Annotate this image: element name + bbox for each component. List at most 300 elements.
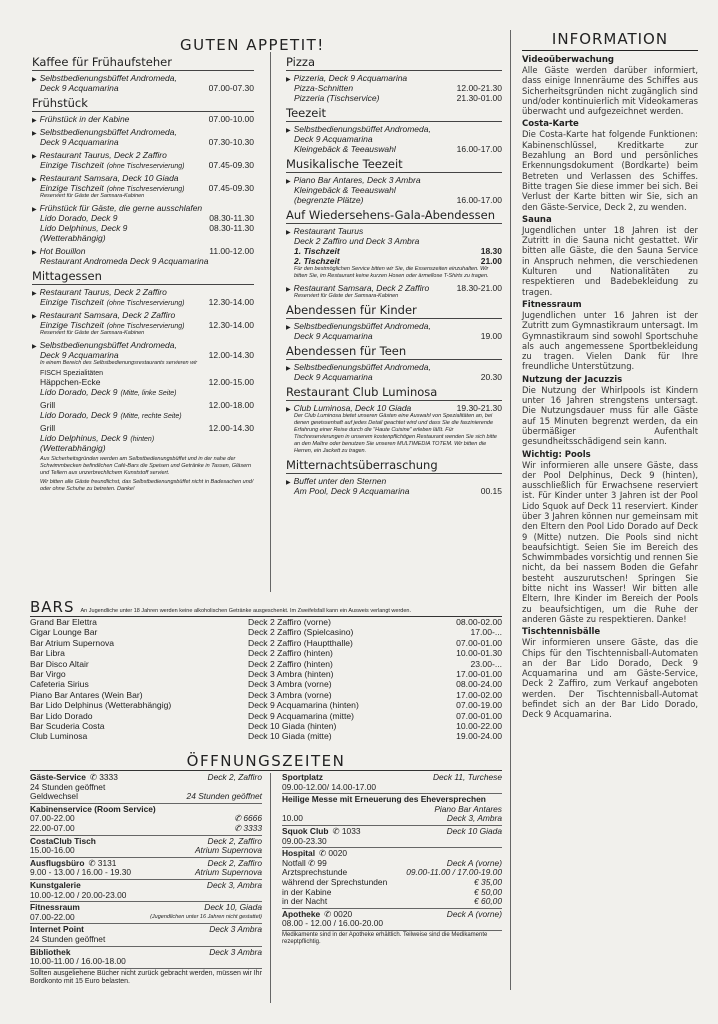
fisch-note: (Mitte, rechte Seite): [120, 413, 182, 420]
entry-note: In einem Bereich des Selbstbedienungsrestaurants servieren wir: [40, 360, 198, 366]
label-text: Einzige Tischzeit: [40, 320, 104, 330]
info-heading: Costa-Karte: [522, 119, 579, 130]
menu-entry: [32, 310, 254, 337]
opening-line-left: in der Kabine: [282, 886, 332, 897]
label-text: 2. Tischzeit: [294, 256, 340, 266]
bar-location: Deck 2 Zaffiro (hinten): [248, 648, 333, 659]
opening-item: [282, 910, 502, 929]
opening-line-left: 24 Stunden geöffnet: [30, 781, 106, 792]
opening-hours-right: [282, 773, 502, 947]
fisch-time: 12.00-15.00: [208, 377, 254, 387]
fisch-row: [32, 400, 254, 410]
label-note: (ohne Tischreservierung): [106, 323, 185, 330]
menu-entry: [286, 73, 502, 103]
time-value: 12.30-14.00: [208, 320, 254, 330]
menu-entry: [286, 476, 502, 496]
opening-hours-divider: [270, 773, 271, 1003]
time-label: [40, 233, 106, 243]
time-row: [32, 233, 254, 243]
opening-line: [282, 897, 502, 907]
time-label: [40, 83, 119, 93]
opening-location: Deck 3 Ambra: [209, 946, 262, 957]
time-label: [40, 160, 184, 170]
time-label: [294, 144, 396, 154]
time-row: [32, 137, 254, 147]
time-label: [40, 223, 127, 233]
bar-location: Deck 2 Zaffiro (Spielcasino): [248, 627, 354, 638]
opening-name: Gäste-Service: [30, 772, 86, 782]
bar-name: Club Luminosa: [30, 731, 88, 742]
bar-hours: 08.00-24.00: [456, 679, 502, 690]
opening-line: [30, 891, 262, 901]
time-label: [40, 350, 119, 360]
opening-line-right: Piano Bar Antares: [434, 803, 502, 814]
section-title: Pizza: [286, 55, 502, 71]
opening-line-left: Notfall ✆ 99: [282, 857, 327, 868]
opening-line-right: € 35,00: [474, 876, 502, 887]
venue-name: ▶ Selbstbedienungsbüffet Andromeda,: [32, 127, 254, 137]
opening-line-right: Atrium Supernova: [194, 867, 262, 878]
time-row: [32, 223, 254, 233]
opening-name: Ausflugsbüro: [30, 857, 85, 868]
time-value: 12.30-14.00: [208, 297, 254, 307]
menu-entry: [32, 203, 254, 243]
fisch-time: 12.00-14.30: [208, 423, 254, 433]
bar-location: Deck 10 Giada (mitte): [248, 731, 332, 742]
fisch-extra: (Wetterabhängig): [40, 443, 106, 453]
time-value: 12.00-21.30: [456, 83, 502, 93]
info-paragraph: Die Nutzung der Whirlpools ist Kindern unter 16 Jahren strengstens untersagt. Die Nutzungsdauer muss für alle Gäste auf 15 Minuten begrenzt werden, da ein übermäßiger Aufenthalt gesundheitsschädigend sein kann.: [522, 384, 698, 447]
time-value: 21.30-01.00: [456, 93, 502, 103]
opening-item: [30, 837, 262, 856]
opening-line-left: in der Nacht: [282, 896, 328, 907]
fisch-place: Lido Dorado, Deck 9: [40, 410, 118, 420]
fisch-label: Häppchen-Ecke: [40, 377, 101, 387]
time-row: [286, 246, 502, 256]
section-title: Frühstück: [32, 96, 254, 112]
opening-location: Deck 11, Turchese: [432, 772, 502, 782]
safety-note: Aus Sicherheitsgründen werden am Selbstbedienungsbüffet und in der nahe der Schwimmbecken befindlichen Café-Bars die Speisen und Getränke in Tassen, Gläsern und Tellern aus unzerbrechlichem Kunststoff serviert.: [40, 456, 252, 476]
info-heading: Videoüberwachung: [522, 55, 614, 65]
opening-hours-left: [30, 773, 262, 987]
menu-entry: [32, 73, 254, 93]
opening-item: [30, 881, 262, 900]
time-label: [40, 213, 118, 223]
bar-location: Deck 10 Giada (hinten): [248, 721, 337, 732]
time-row: [32, 320, 254, 330]
bar-name: Cafeteria Sirius: [30, 679, 89, 690]
opening-item: [30, 948, 262, 967]
bar-hours: 07.00-01.00: [456, 637, 502, 648]
bar-hours: 17.00-02.00: [456, 689, 502, 700]
opening-line-left: 07.00-22.00: [30, 813, 75, 824]
bar-hours: 07.00-01.00: [456, 710, 502, 721]
opening-line: [30, 868, 262, 878]
menu-entry: [286, 226, 502, 280]
fisch-place: Lido Delphinus, Deck 9: [40, 433, 128, 443]
fisch-note: (hinten): [130, 436, 155, 443]
entry-note: Reserviert für Gäste der Samsara-Kabinen: [40, 330, 145, 336]
menu-entry: [32, 150, 254, 170]
bar-name: Bar Disco Altair: [30, 658, 89, 669]
info-divider: [510, 30, 511, 990]
opening-line-left: 09.00-23.30: [282, 835, 327, 846]
bar-row: [30, 659, 502, 669]
time-row: [32, 297, 254, 307]
time-label: [294, 83, 353, 93]
time-value: 07.00-07.30: [208, 83, 254, 93]
time-label: [294, 246, 340, 256]
venue-name: ▶ Restaurant Taurus, Deck 2 Zaffiro: [32, 287, 254, 297]
venue-name: ▶ Selbstbedienungsbüffet Andromeda,: [32, 340, 254, 350]
opening-name: Bibliothek: [30, 946, 71, 957]
venue-name: ▶ Restaurant Samsara, Deck 2 Zaffiro: [32, 310, 254, 320]
opening-item: [30, 903, 262, 922]
venue-row: [286, 403, 502, 413]
opening-name: Internet Point: [30, 924, 84, 935]
label-text: Lido Dorado, Deck 9: [40, 213, 118, 223]
label-text: Deck 2 Zaffiro und Deck 3 Ambra: [294, 236, 420, 246]
bar-row: [30, 638, 502, 648]
venue-name: ▶ Restaurant Samsara, Deck 2 Zaffiro: [286, 283, 429, 293]
opening-location: Deck 3 Ambra: [209, 924, 262, 935]
info-heading: Nutzung der Jacuzzis: [522, 374, 623, 385]
venue-name: ▶ Restaurant Taurus: [286, 226, 502, 236]
time-row: [286, 372, 502, 382]
opening-location: Deck 2, Zaffiro: [207, 835, 262, 846]
time-row: [286, 93, 502, 103]
opening-line-right: ✆ 6666: [234, 813, 262, 824]
label-text: Einzige Tischzeit: [40, 183, 104, 193]
bar-row: [30, 700, 502, 710]
opening-line: [30, 846, 262, 856]
venue-row: [32, 246, 254, 256]
opening-name: Sportplatz: [282, 772, 323, 782]
phone-number: ✆ 0020: [324, 908, 353, 919]
opening-location: Deck 2, Zaffiro: [207, 857, 262, 868]
main-title: GUTEN APPETIT!: [180, 36, 325, 54]
time-row: [32, 256, 254, 266]
menu-entry: [32, 246, 254, 266]
opening-line: [282, 783, 502, 793]
opening-line: [282, 919, 502, 929]
menu-entry: [32, 340, 254, 367]
menu-entry: [286, 362, 502, 382]
fisch-sub: [32, 433, 254, 443]
information-column: [522, 30, 698, 720]
opening-line-left: 09.00-12.00/ 14.00-17.00: [282, 781, 377, 792]
venue-name: ▶ Buffet unter den Sternen: [286, 476, 502, 486]
separator: [282, 930, 502, 931]
time-row: [286, 236, 502, 246]
opening-line-right: Deck A (vorne): [446, 857, 502, 868]
opening-item: [282, 849, 502, 907]
bar-name: Cigar Lounge Bar: [30, 627, 98, 638]
fisch-entry: [32, 423, 254, 453]
section-title: Abendessen für Teen: [286, 344, 502, 360]
time-row: [32, 160, 254, 170]
label-text: Kleingebäck & Teeauswahl: [294, 185, 396, 195]
phone-number: ✆ 1033: [332, 825, 361, 836]
bar-location: Deck 2 Zaffiro (vorne): [248, 617, 331, 627]
venue-time: 18.30-21.00: [456, 283, 502, 293]
bar-row: [30, 617, 502, 627]
label-note: (ohne Tischreservierung): [106, 300, 185, 307]
dress-note: Wir bitten alle Gäste freundlichst, das Selbstbedienungsbüffet nicht in Badesachen und/ oder ohne Schuhe zu betreten. Danke!: [40, 479, 254, 492]
info-paragraph: Die Costa-Karte hat folgende Funktionen: Kabinenschlüssel, Kreditkarte zur Bezahlung an Bord und persönliches Erkennungsdokument (Bordkarte) beim Betreten und Verlassen des Schiffes. Bitte tragen Sie diese immer bei sich. Bei Verlust der Karte bitten wir Sie, sich an den Gäste-Service, Deck 2, zu wenden.: [522, 129, 698, 212]
time-row: [286, 83, 502, 93]
info-paragraph: Alle Gäste werden darüber informiert, dass einige Innenräume des Schiffes aus Sicherheitsgründen nicht zugänglich sind und/oder kontinuierlich mit Videokameras überwacht und aufgezeichnet werden.: [522, 65, 698, 117]
time-value: 16.00-17.00: [456, 144, 502, 154]
bar-hours: 10.00-22.00: [456, 721, 502, 732]
venue-name: ▶ Selbstbedienungsbüffet Andromeda,: [286, 124, 502, 134]
time-label: [294, 93, 379, 103]
fisch-place: Lido Dorado, Deck 9: [40, 387, 118, 397]
bar-name: Bar Lido Delphinus (Wetterabhängig): [30, 700, 172, 711]
info-paragraph: Wir informieren alle unsere Gäste, dass der Pool Delphinus, Deck 9 (hinten), ausschließlich für Erwachsene reserviert ist. Für Kinder unter 3 Jahren ist der Pool Lido Squok auf Deck 11 reserviert. Kinder über 3 Jahren können nur gemeinsam mit den Eltern den Pool Lido Dorado auf Deck 9 (Mitte) nutzen. Die Pools sind nicht beaufsichtigt. Seien Sie im Bereich des Schwimmbades vorsichtig und rennen Sie nicht, da bei nassem Boden die Gefahr besteht auszurutschen! Springen Sie bitte nicht ins Wasser! Wir bitten alle Eltern, Ihre Kinder im Bereich der Pools zu beaufsichtigen, um die Ruhe der anderen Gäste zu respektieren. Danke!: [522, 459, 698, 624]
opening-name: Heilige Messe mit Erneuerung des Eheversprechen: [282, 794, 486, 805]
fisch-label: Grill: [40, 400, 56, 410]
opening-line-right: € 50,00: [474, 886, 502, 897]
opening-item: [30, 805, 262, 834]
menu-entry: [286, 403, 502, 455]
section-title: Mittagessen: [32, 269, 254, 285]
venue-name: ▶ Frühstück für Gäste, die gerne ausschlafen: [32, 203, 254, 213]
time-value: 07.30-10.30: [208, 137, 254, 147]
bars-section: [30, 598, 502, 742]
time-row: [32, 183, 254, 193]
phone-number: ✆ 0020: [319, 848, 348, 859]
time-row: [286, 486, 502, 496]
bar-row: [30, 648, 502, 658]
label-text: Am Pool, Deck 9 Acquamarina: [294, 486, 410, 496]
opening-name: Squok Club: [282, 825, 329, 836]
time-row: [286, 256, 502, 266]
entry-note: Der Club Luminosa bietet unseren Gästen eine Auswahl von Spezialitäten an, bei denen gewissenhaft auf jedes Detail geachtet wird und dass Sie die faszinierende Erfahrung einer Reise durch die "Haute Cuisine" erleben läßt. Für Tischreservierungen in unserem kostenpflichtigen Restaurant wenden Sie sich bitte an den Maître oder benutzen Sie unseren MULTIMEDIA TOTEM. Wir bitten die Herren, ein Jackett zu tragen.: [294, 413, 497, 454]
bar-hours: 23.00-...: [470, 658, 502, 669]
time-value: 20.30: [480, 372, 502, 382]
time-value: 08.30-11.30: [209, 223, 254, 233]
fisch-entry: [32, 400, 254, 420]
opening-item: [30, 773, 262, 802]
bars-note: An Jugendliche unter 18 Jahren werden keine alkoholischen Getränke ausgeschenkt. Im Zweifelsfall kann ein Ausweis verlangt werden.: [80, 608, 411, 614]
time-value: 00.15: [480, 486, 502, 496]
time-label: [40, 297, 184, 307]
opening-item: [30, 859, 262, 878]
column-divider: [270, 52, 271, 592]
info-paragraph: Jugendlichen unter 18 Jahren ist der Zutritt in die Sauna nicht gestattet. Wir bitten alle Gäste, die den Sauna Service in Anspruch nehmen, die verschiedenen Kulturen und Nationalitäten zu respektieren und Badebekleidung zu tragen.: [522, 224, 698, 297]
bar-hours: 10.00-01.30: [456, 648, 502, 659]
venue-time: 11.00-12.00: [209, 246, 254, 256]
bar-row: [30, 721, 502, 731]
venue-name: ▶ Club Luminosa, Deck 10 Giada: [286, 403, 411, 413]
phone-number: ✆ 3333: [89, 772, 118, 782]
menu-entry: [286, 124, 502, 154]
bar-name: Bar Atrium Supernova: [30, 637, 115, 648]
time-label: [294, 256, 340, 266]
opening-line-right: ✆ 3333: [234, 822, 262, 833]
bar-name: Grand Bar Elettra: [30, 617, 97, 627]
menu-entry: [32, 114, 254, 124]
bar-name: Bar Lido Dorado: [30, 710, 93, 721]
label-text: Deck 9 Acquamarina: [40, 350, 119, 360]
opening-location: Deck 2, Zaffiro: [207, 772, 262, 782]
fisch-time: 12.00-18.00: [208, 400, 254, 410]
venue-time: 07.00-10.00: [208, 114, 254, 124]
time-label: [40, 320, 184, 330]
opening-line-right: 09.00-11.00 / 17.00-19.00: [406, 867, 502, 878]
time-row: [286, 144, 502, 154]
bars-title: BARS: [30, 598, 75, 616]
time-value: 16.00-17.00: [456, 195, 502, 205]
menu-entry: [32, 287, 254, 307]
library-note: Sollten ausgeliehene Bücher nicht zurück gebracht werden, müssen wir Ihr Bordkonto mit 15 Euro belasten.: [30, 969, 262, 986]
bar-row: [30, 690, 502, 700]
info-heading: Tischtennisbälle: [522, 627, 601, 638]
time-row: [32, 213, 254, 223]
opening-line-left: 10.00-12.00 / 20.00-23.00: [30, 889, 127, 900]
label-text: Restaurant Andromeda Deck 9 Acquamarina: [40, 256, 209, 266]
time-value: 19.00: [480, 331, 502, 341]
fisch-title: FISCH Spezialitäten: [40, 370, 104, 377]
section-title: Auf Wiedersehens-Gala-Abendessen: [286, 208, 502, 224]
bar-hours: 19.00-24.00: [456, 731, 502, 742]
info-title: INFORMATION: [522, 30, 698, 51]
opening-line: [30, 957, 262, 967]
opening-item: [282, 795, 502, 824]
venue-name: ▶ Piano Bar Antares, Deck 3 Ambra: [286, 175, 502, 185]
time-row: [32, 83, 254, 93]
opening-line-left: 10.00-11.00 / 16.00-18.00: [30, 956, 126, 967]
opening-line-left: 10.00: [282, 813, 303, 824]
fisch-label: Grill: [40, 423, 56, 433]
opening-line-right: Deck 3, Ambra: [446, 813, 502, 824]
menu-entry: [32, 127, 254, 147]
entry-note: Reserviert für Gäste der Samsara-Kabinen: [294, 293, 399, 299]
venue-name: ▶ Selbstbedienungsbüffet Andromeda,: [32, 73, 254, 83]
opening-location: Deck 10 Giada: [446, 825, 502, 836]
time-value: 21.00: [480, 256, 502, 266]
opening-item: [282, 773, 502, 792]
label-text: Einzige Tischzeit: [40, 160, 104, 170]
time-label: [294, 486, 409, 496]
bar-location: Deck 9 Acquamarina (hinten): [248, 700, 359, 711]
entry-note: Für den bestmöglichen Service bitten wir Sie, die Essenszeiten einzuhalten. Wir bitten Sie, im Restaurant keine kurzen Hosen oder ärmellose T-Shirts zu tragen.: [294, 266, 489, 279]
opening-line-right: Atrium Supernova: [194, 845, 262, 856]
bar-row: [30, 669, 502, 679]
entry-note: Reserviert für Gäste der Samsara-Kabinen: [40, 193, 145, 199]
bar-location: Deck 3 Ambra (vorne): [248, 689, 332, 700]
bar-row: [30, 679, 502, 689]
opening-name: Kabinenservice (Room Service): [30, 803, 156, 814]
label-text: Pizzeria (Tischservice): [294, 93, 380, 103]
menu-entry: [32, 173, 254, 200]
bar-location: Deck 9 Acquamarina (mitte): [248, 710, 355, 721]
label-text: (begrenzte Plätze): [294, 195, 364, 205]
time-label: [40, 137, 119, 147]
opening-line-left: während der Sprechstunden: [282, 876, 388, 887]
opening-line: [30, 824, 262, 834]
venue-name: ▶ Pizzeria, Deck 9 Acquamarina: [286, 73, 502, 83]
label-text: Deck 9 Acquamarina: [40, 137, 119, 147]
bar-name: Bar Virgo: [30, 669, 66, 680]
label-text: Deck 9 Acquamarina: [294, 331, 373, 341]
time-row: [286, 185, 502, 195]
section-title: Teezeit: [286, 106, 502, 122]
opening-name: Kunstgalerie: [30, 879, 81, 890]
time-row: [32, 350, 254, 360]
label-text: Kleingebäck & Teeauswahl: [294, 144, 396, 154]
separator: [30, 968, 262, 969]
opening-location: Deck A (vorne): [446, 908, 502, 919]
fisch-row: [32, 423, 254, 433]
label-text: Lido Delphinus, Deck 9: [40, 223, 128, 233]
bar-hours: 07.00-19.00: [456, 700, 502, 711]
venue-name: ▶ Restaurant Taurus, Deck 2 Zaffiro: [32, 150, 254, 160]
section-title: Mitternachtsüberraschung: [286, 458, 502, 474]
label-text: Deck 9 Acquamarina: [294, 372, 373, 382]
opening-line: [30, 792, 262, 802]
time-row: [286, 331, 502, 341]
opening-line: [282, 837, 502, 847]
opening-name: Hospital: [282, 848, 316, 859]
time-row: [286, 195, 502, 205]
time-label: [294, 195, 363, 205]
opening-line-left: 22.00-07.00: [30, 822, 75, 833]
info-heading: Wichtig: Pools: [522, 449, 591, 460]
bar-location: Deck 3 Ambra (hinten): [248, 669, 334, 680]
time-label: [294, 185, 396, 195]
info-paragraph: Jugendlichen unter 16 Jahren ist der Zutritt zum Gymnastikraum untersagt. Im Gymnastikraum sind sowohl Sportschuhe als auch angemessene Sportbekleidung zu tragen. Vielen Dank für Ihre freundliche Unterstützung.: [522, 309, 698, 372]
opening-line-left: 24 Stunden geöffnet: [30, 933, 106, 944]
label-note: (ohne Tischreservierung): [106, 186, 185, 193]
bar-hours: 17.00-01.00: [456, 669, 502, 680]
time-value: 08.30-11.30: [209, 213, 254, 223]
opening-hours-rule: [30, 770, 502, 771]
bar-location: Deck 3 Ambra (vorne): [248, 679, 332, 690]
opening-line-left: 9.00 - 13.00 / 16.00 - 19.30: [30, 867, 132, 878]
info-paragraph: Wir informieren unsere Gäste, das die Chips für den Tischtennisball-Automaten an der Bar Lido Dorado, Deck 9 Acquamarina und am Gäste-Service, Deck 2 Zaffiro, zum Verkauf angeboten werden. Der Tischtennisball-Automat befindet sich an der Bar Lido Dorado, Deck 9 Acquamarina.: [522, 637, 698, 720]
bar-location: Deck 2 Zaffiro (hinten): [248, 658, 333, 669]
info-heading: Sauna: [522, 214, 552, 225]
opening-item: [282, 827, 502, 846]
time-label: [294, 236, 419, 246]
venue-name: ▶ Selbstbedienungsbüffet Andromeda,: [286, 321, 502, 331]
time-value: 07.45-09.30: [208, 160, 254, 170]
time-label: [40, 256, 209, 266]
bar-hours: 17.00-...: [470, 627, 502, 638]
label-text: (Wetterabhängig): [40, 233, 106, 243]
menu-entry: [286, 283, 502, 300]
time-value: 12.00-14.30: [208, 350, 254, 360]
bar-row: [30, 731, 502, 741]
section-title: Restaurant Club Luminosa: [286, 385, 502, 401]
opening-name: Fitnessraum: [30, 902, 80, 913]
venue-name: ▶ Selbstbedienungsbüffet Andromeda,: [286, 362, 502, 372]
time-row: [286, 134, 502, 144]
label-note: (ohne Tischreservierung): [106, 163, 185, 170]
middle-column: [286, 52, 502, 499]
time-label: [294, 372, 373, 382]
venue-time: 19.30-21.30: [456, 403, 502, 413]
time-label: [294, 134, 373, 144]
label-text: 1. Tischzeit: [294, 246, 340, 256]
opening-line-left: Arztsprechstunde: [282, 867, 348, 878]
section-title: Abendessen für Kinder: [286, 303, 502, 319]
menu-entry: [286, 321, 502, 341]
venue-name: ▶ Restaurant Samsara, Deck 10 Giada: [32, 173, 254, 183]
label-text: Pizza-Schnitten: [294, 83, 354, 93]
